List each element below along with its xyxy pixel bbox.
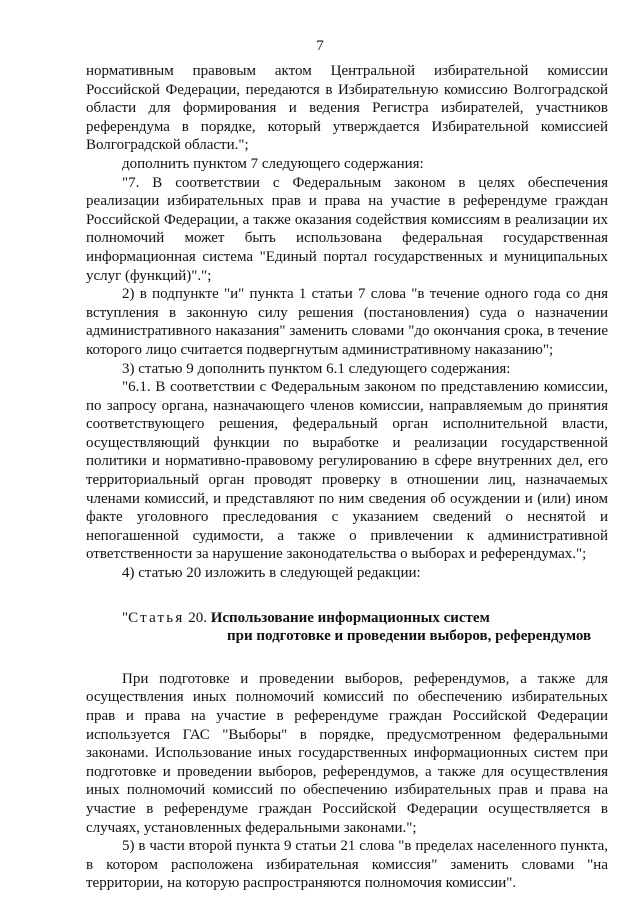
- paragraph-amendment-2: 2) в подпункте "и" пункта 1 статьи 7 слова "в течение одного года со дня вступления в законную силу решения (постановления) суда о назначении административного наказания" заменить словами "до окончания срока, в течение которого лицо считается подвергнутым административному наказанию";: [86, 286, 608, 358]
- heading-quote: ": [122, 609, 129, 626]
- document-body: [86, 62, 608, 893]
- article-title-line-1: Использование информационных систем: [210, 609, 490, 626]
- paragraph-amendment-4: 4) статью 20 изложить в следующей редакции:: [122, 565, 421, 582]
- paragraph-point-7: "7. В соответствии с Федеральным законом в целях обеспечения реализации избирательных прав и права на участие в референдуме граждан Российской Федерации, а также оказания содействия комиссиям в реализации их полномочий может быть использована федеральная государственная информационная система "Единый портал государственных и муниципальных услуг (функций)".";: [86, 174, 608, 284]
- paragraph-amendment-3: 3) статью 9 дополнить пунктом 6.1 следующего содержания:: [122, 360, 511, 377]
- article-word: Статья: [128, 609, 185, 626]
- article-heading-line-1: [86, 609, 608, 628]
- article-title-line-2: при подготовке и проведении выборов, референдумов: [227, 628, 592, 645]
- paragraph-article-20-text: При подготовке и проведении выборов, референдумов, а также для осуществления иных полномочий комиссий по обеспечению избирательных прав и права на участие в референдуме граждан Российской Федерации используется ГАС "Выборы" в порядке, предусмотренном федеральными законами. Использование иных государственных информационных систем при подготовке и проведении выборов, референдумов, а также для осуществления иных полномочий комиссий по обеспечению избирательных прав и права на участие в референдуме граждан Российской Федерации осуществляется в случаях, установленных федеральными законами.";: [86, 670, 608, 836]
- paragraph-point-6-1: "6.1. В соответствии с Федеральным законом по представлению комиссии, по запросу органа, назначающего членов комиссии, направляемым до принятия соответствующего решения, федеральный орган исполнительной власти, осуществляющий функции по выработке и реализации государственной политики и нормативно-правовому регулированию в сфере внутренних дел, его территориальный орган проводят проверку в отношении лиц, назначаемых членами комиссий, и представляют по ним сведения об осуждении и (или) ином факте уголовного преследования с указанием сведений о неснятой и непогашенной судимости, а также о привлечении к административной ответственности за нарушение законодательства о выборах и референдумах.";: [86, 379, 608, 563]
- paragraph-amendment-1: дополнить пунктом 7 следующего содержания:: [122, 155, 424, 172]
- article-number: 20.: [188, 609, 207, 626]
- page-number: 7: [316, 38, 324, 54]
- article-heading: [86, 609, 608, 646]
- paragraph-amendment-5: 5) в части второй пункта 9 статьи 21 слова "в пределах населенного пункта, в котором расположена избирательная комиссия" заменить словами "на территории, на которую распространяются полномочия комиссии".: [86, 838, 608, 892]
- paragraph-continuation: нормативным правовым актом Центральной избирательной комиссии Российской Федерации, передаются в Избирательную комиссию Волгоградской области для формирования и ведения Регистра избирателей, участников референдума в порядке, который утверждается Избирательной комиссией Волгоградской области.";: [86, 63, 608, 154]
